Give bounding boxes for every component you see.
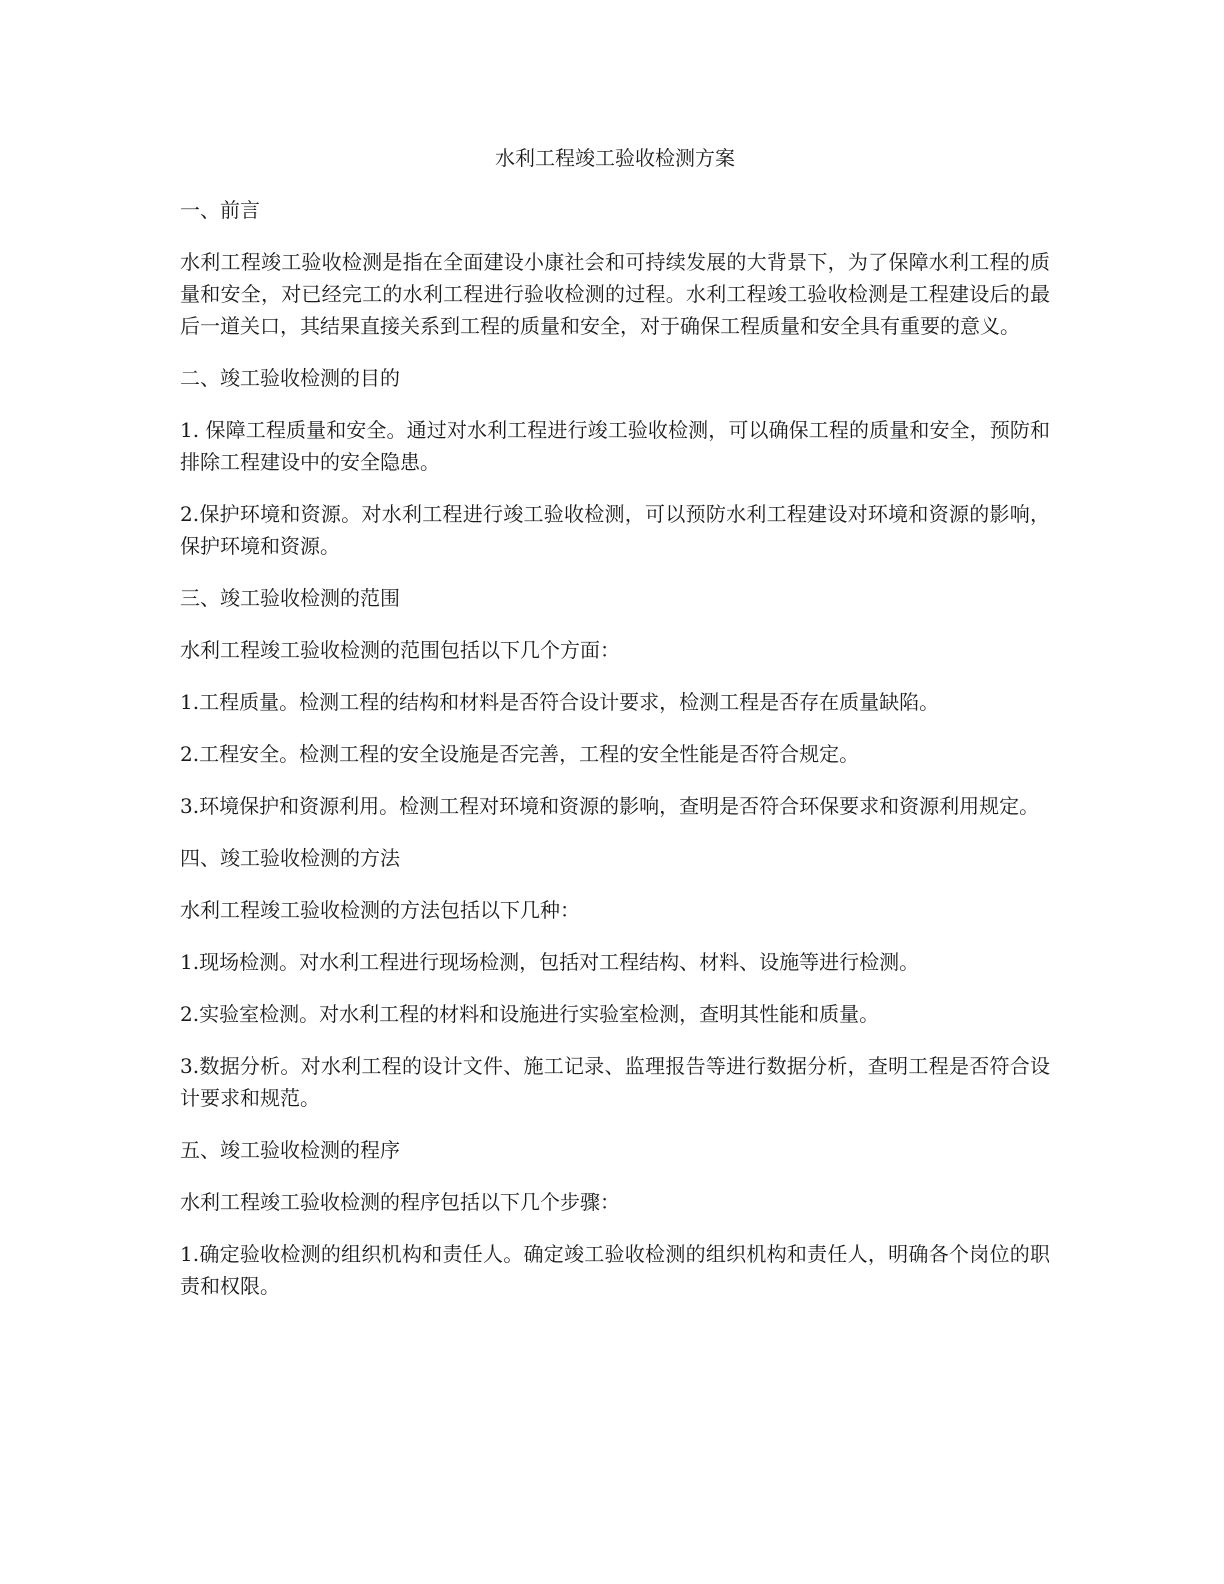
paragraph-scope-intro: 水利工程竣工验收检测的范围包括以下几个方面： (180, 638, 620, 662)
list-item-purpose-2: 2.保护环境和资源。对水利工程进行竣工验收检测，可以预防水利工程建设对环境和资源的影响，保护环境和资源。 (180, 502, 1050, 558)
list-item-scope-2: 2.工程安全。检测工程的安全设施是否完善，工程的安全性能是否符合规定。 (180, 742, 860, 766)
page-title: 水利工程竣工验收检测方案 (495, 146, 735, 170)
paragraph-methods-intro: 水利工程竣工验收检测的方法包括以下几种： (180, 898, 580, 922)
section-heading-methods: 四、竣工验收检测的方法 (180, 846, 400, 870)
list-item-purpose-1: 1. 保障工程质量和安全。通过对水利工程进行竣工验收检测，可以确保工程的质量和安全，预防和排除工程建设中的安全隐患。 (180, 418, 1050, 474)
document-body (180, 142, 1050, 1322)
list-item-scope-1: 1.工程质量。检测工程的结构和材料是否符合设计要求，检测工程是否存在质量缺陷。 (180, 690, 940, 714)
list-item-methods-3: 3.数据分析。对水利工程的设计文件、施工记录、监理报告等进行数据分析，查明工程是否符合设计要求和规范。 (180, 1054, 1050, 1110)
section-heading-purpose: 二、竣工验收检测的目的 (180, 366, 400, 390)
list-item-methods-2: 2.实验室检测。对水利工程的材料和设施进行实验室检测，查明其性能和质量。 (180, 1002, 880, 1026)
list-item-methods-1: 1.现场检测。对水利工程进行现场检测，包括对工程结构、材料、设施等进行检测。 (180, 950, 920, 974)
section-heading-procedure: 五、竣工验收检测的程序 (180, 1138, 400, 1162)
section-heading-preface: 一、前言 (180, 198, 260, 222)
section-heading-scope: 三、竣工验收检测的范围 (180, 586, 400, 610)
list-item-scope-3: 3.环境保护和资源利用。检测工程对环境和资源的影响，查明是否符合环保要求和资源利用规定。 (180, 794, 1040, 818)
paragraph-procedure-intro: 水利工程竣工验收检测的程序包括以下几个步骤： (180, 1190, 620, 1214)
paragraph-preface: 水利工程竣工验收检测是指在全面建设小康社会和可持续发展的大背景下，为了保障水利工程的质量和安全，对已经完工的水利工程进行验收检测的过程。水利工程竣工验收检测是工程建设后的最后一道关口，其结果直接关系到工程的质量和安全，对于确保工程质量和安全具有重要的意义。 (180, 250, 1050, 338)
list-item-procedure-1: 1.确定验收检测的组织机构和责任人。确定竣工验收检测的组织机构和责任人，明确各个岗位的职责和权限。 (180, 1242, 1050, 1298)
